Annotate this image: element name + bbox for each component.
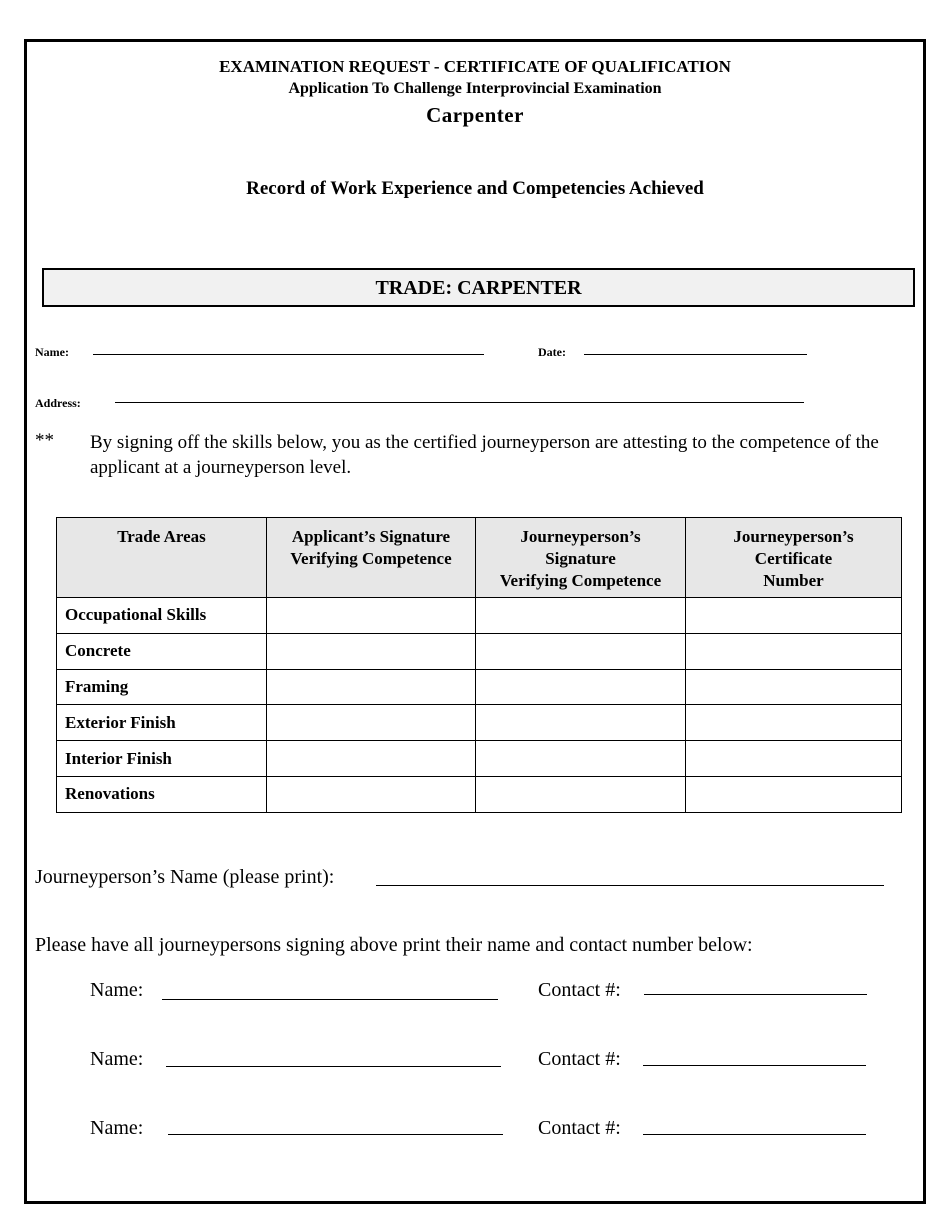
header-line: Journeyperson’s bbox=[520, 527, 641, 546]
date-label: Date: bbox=[538, 345, 566, 359]
table-row bbox=[57, 669, 902, 705]
trade-area-cell: Interior Finish bbox=[57, 741, 267, 777]
trade-area-cell: Framing bbox=[57, 669, 267, 705]
contact-number-label: Contact #: bbox=[538, 1117, 621, 1139]
address-label: Address: bbox=[35, 396, 81, 410]
applicant-signature-cell[interactable] bbox=[267, 705, 476, 741]
applicant-signature-cell[interactable] bbox=[267, 741, 476, 777]
applicant-signature-cell[interactable] bbox=[267, 669, 476, 705]
note-marker: ** bbox=[35, 430, 54, 451]
header-line: Signature bbox=[545, 549, 616, 568]
name-label: Name: bbox=[35, 345, 69, 359]
trade-box: TRADE: CARPENTER bbox=[42, 268, 915, 307]
header-line: Certificate bbox=[754, 549, 833, 568]
trade-area-cell: Concrete bbox=[57, 633, 267, 669]
contact-number-field[interactable] bbox=[643, 1134, 866, 1135]
form-title: EXAMINATION REQUEST - CERTIFICATE OF QUALIFICATION bbox=[219, 57, 731, 76]
certificate-number-cell[interactable] bbox=[686, 741, 902, 777]
journeyperson-signature-cell[interactable] bbox=[476, 741, 686, 777]
header-line: Trade Areas bbox=[117, 527, 206, 546]
contact-number-label: Contact #: bbox=[538, 1048, 621, 1070]
journeyperson-signature-cell[interactable] bbox=[476, 669, 686, 705]
table-row bbox=[57, 776, 902, 812]
trade-area-cell: Occupational Skills bbox=[57, 598, 267, 634]
contact-name-label: Name: bbox=[90, 1117, 144, 1139]
header-line: Journeyperson’s bbox=[733, 527, 854, 546]
table-header-row bbox=[57, 518, 902, 598]
header-certificate-number bbox=[686, 518, 902, 598]
contact-name-field[interactable] bbox=[162, 999, 498, 1000]
contact-instruction: Please have all journeypersons signing above print their name and contact number below: bbox=[35, 934, 753, 956]
header-applicant-signature bbox=[267, 518, 476, 598]
header-line: Verifying Competence bbox=[499, 571, 662, 590]
journeyperson-signature-cell[interactable] bbox=[476, 776, 686, 812]
table-row bbox=[57, 705, 902, 741]
date-field[interactable] bbox=[584, 354, 807, 355]
header-line: Number bbox=[763, 571, 824, 590]
certificate-number-cell[interactable] bbox=[686, 633, 902, 669]
contact-name-field[interactable] bbox=[166, 1066, 501, 1067]
table-row bbox=[57, 741, 902, 777]
applicant-signature-cell[interactable] bbox=[267, 776, 476, 812]
header-trade-areas bbox=[57, 518, 267, 598]
address-field[interactable] bbox=[115, 402, 804, 403]
certificate-number-cell[interactable] bbox=[686, 776, 902, 812]
section-title: Record of Work Experience and Competencies Achieved bbox=[246, 178, 704, 199]
certificate-number-cell[interactable] bbox=[686, 669, 902, 705]
contact-number-label: Contact #: bbox=[538, 979, 621, 1001]
journeyperson-name-label: Journeyperson’s Name (please print): bbox=[35, 866, 335, 888]
certificate-number-cell[interactable] bbox=[686, 705, 902, 741]
name-field[interactable] bbox=[93, 354, 484, 355]
form-subtitle: Application To Challenge Interprovincial Examination bbox=[288, 80, 662, 97]
certificate-number-cell[interactable] bbox=[686, 598, 902, 634]
contact-name-label: Name: bbox=[90, 979, 144, 1001]
journeyperson-signature-cell[interactable] bbox=[476, 598, 686, 634]
header-line: Applicant’s Signature bbox=[291, 527, 451, 546]
contact-number-field[interactable] bbox=[644, 994, 867, 995]
trade-area-cell: Renovations bbox=[57, 776, 267, 812]
header-journeyperson-signature bbox=[476, 518, 686, 598]
contact-name-field[interactable] bbox=[168, 1134, 503, 1135]
trade-title: Carpenter bbox=[426, 103, 524, 127]
journeyperson-signature-cell[interactable] bbox=[476, 705, 686, 741]
trade-area-cell: Exterior Finish bbox=[57, 705, 267, 741]
journeyperson-name-field[interactable] bbox=[376, 885, 884, 886]
applicant-signature-cell[interactable] bbox=[267, 598, 476, 634]
competency-table bbox=[56, 517, 902, 813]
table-row bbox=[57, 633, 902, 669]
contact-name-label: Name: bbox=[90, 1048, 144, 1070]
attestation-note: By signing off the skills below, you as the certified journeyperson are attesting to the competence of the applicant at a journeyperson level. bbox=[90, 432, 879, 478]
journeyperson-signature-cell[interactable] bbox=[476, 633, 686, 669]
contact-number-field[interactable] bbox=[643, 1065, 866, 1066]
table-row bbox=[57, 598, 902, 634]
header-line: Verifying Competence bbox=[290, 549, 452, 568]
applicant-signature-cell[interactable] bbox=[267, 633, 476, 669]
